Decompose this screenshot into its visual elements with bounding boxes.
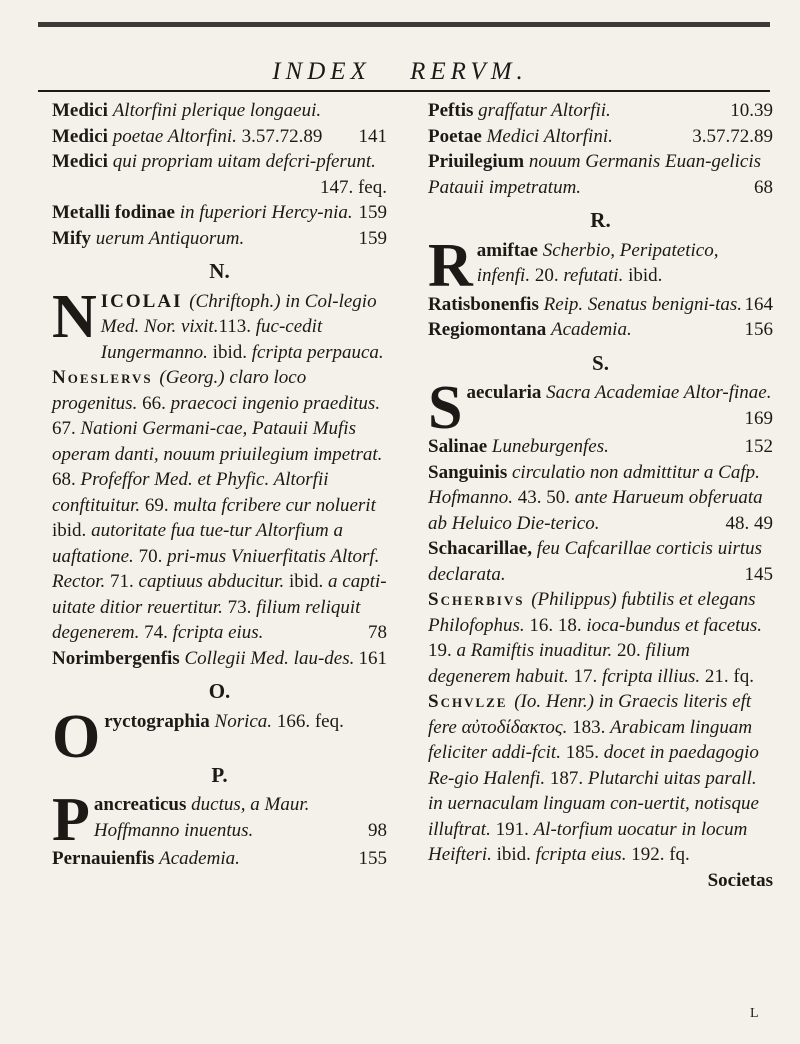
index-entry: Mify uerum Antiquorum. 159 <box>52 227 387 249</box>
index-entry: Pancreaticus ductus, a Maur. Hoffmanno inuentus. 98 <box>52 786 387 854</box>
index-entry: Medici Altorfini plerique longaeui. 141 <box>52 100 387 147</box>
drop-cap: S <box>428 374 463 442</box>
section-letter-s: S. <box>592 350 609 375</box>
section-letter-n: N. <box>209 259 230 283</box>
right-column <box>428 98 773 893</box>
index-entry: Noeslervs (Georg.) claro loco progenitus. 66. praecoci ingenio praeditus. 67. Nationi Germani-cae, Patauii Mufis operam danti, nouum priuilegium impetrat. 68. Profeffor Med. et Phyfic. Altorfii conftituitur. 69. multa fcribere cur noluerit ibid. autoritate fua tue-tur Altorfium a uaftatione. 70. pri-mus Vniuerfitatis Altorf. Rector. 71. captiuus abducitur. ibid. a capti-uitate ditior reuertitur. 73. filium reliquit degenerem. 74. fcripta eius. 78 <box>52 367 387 643</box>
left-column <box>52 98 387 872</box>
index-entry: Norimbergenfis Collegii Med. lau-des. 161 <box>52 647 387 669</box>
index-entry: Salinae Luneburgenfes. 152 <box>428 436 773 457</box>
index-entry: Scherbivs (Philippus) fubtilis et elegans Philofophus. 16. 18. ioca-bundus et facetus. 19. a Ramiftis inuaditur. 20. filium degenerem habuit. 17. fcripta illius. 21. fq. <box>428 589 763 687</box>
catchword: Societas <box>707 869 773 891</box>
section-letter-o: O. <box>208 679 231 703</box>
index-entry: Ramiftae Scherbio, Peripatetico, infenfi. 20. refutati. ibid. <box>428 231 719 300</box>
index-entry: Ratisbonenfis Reip. Senatus benigni-tas. 164 <box>428 293 773 315</box>
header-word-rervm: RERVM. <box>410 58 528 85</box>
index-entry: Oryctographia Norica. 166. feq. <box>52 702 344 771</box>
index-entry: Medici poetae Altorfini. 3.57.72.89 <box>52 125 323 147</box>
drop-cap: O <box>52 702 101 771</box>
index-entry: Sanguinis circulatio non admittitur a Cafp. Hofmanno. 43. 50. ante Harueum obferuata ab Heluico Die-terico. 48. 49 <box>428 461 773 534</box>
index-entry: Priuilegium nouum Germanis Euan-gelicis Patauii impetratum. 68 <box>428 151 773 198</box>
section-letter-p: P. <box>211 762 228 787</box>
index-entry: Peftis graffatur Altorfii. 10.39 <box>428 100 773 121</box>
index-entry: Schvlze (Io. Henr.) in Graecis literis eft fere αὐτοδίδακτος. 183. Arabicam linguam feliciter addi-fcit. 185. docet in paedagogio Re-gio Halenfi. 187. Plutarchi uitas parall. in uernaculam linguam con-uertit, notisque illuftrat. 191. Al-torfium uocatur in locum Heifteri. ibid. fcripta eius. 192. fq. <box>428 691 759 865</box>
index-entry: Saecularia Sacra Academiae Altor-finae. 169 <box>428 374 773 442</box>
drop-cap: P <box>52 786 90 854</box>
header-word-index: INDEX <box>272 58 371 85</box>
index-entry: NICOLAI (Chriftoph.) in Col-legio Med. Nor. vixit.113. fuc-cedit Iungermanno. ibid. fcripta perpauca. <box>52 282 384 363</box>
index-entry: Schacarillae, feu Cafcarillae corticis uirtus declarata. 145 <box>428 538 773 585</box>
running-header <box>0 58 800 86</box>
index-entry: Metalli fodinae in fuperiori Hercy-nia. 159 <box>52 202 387 223</box>
index-entry: Regiomontana Academia. 156 <box>428 319 773 340</box>
section-letter-r: R. <box>590 208 611 232</box>
drop-cap: N <box>52 282 97 351</box>
drop-cap: R <box>428 231 473 300</box>
index-entry: Pernauienfis Academia. 155 <box>52 848 387 869</box>
top-border-line <box>38 22 770 27</box>
header-rule <box>38 90 770 92</box>
index-entry: Poetae Medici Altorfini. 3.57.72.89 <box>428 125 773 147</box>
index-entry: Medici qui propriam uitam defcri-pferunt. 147. feq. <box>52 151 387 198</box>
signature-mark: L <box>750 1006 759 1021</box>
